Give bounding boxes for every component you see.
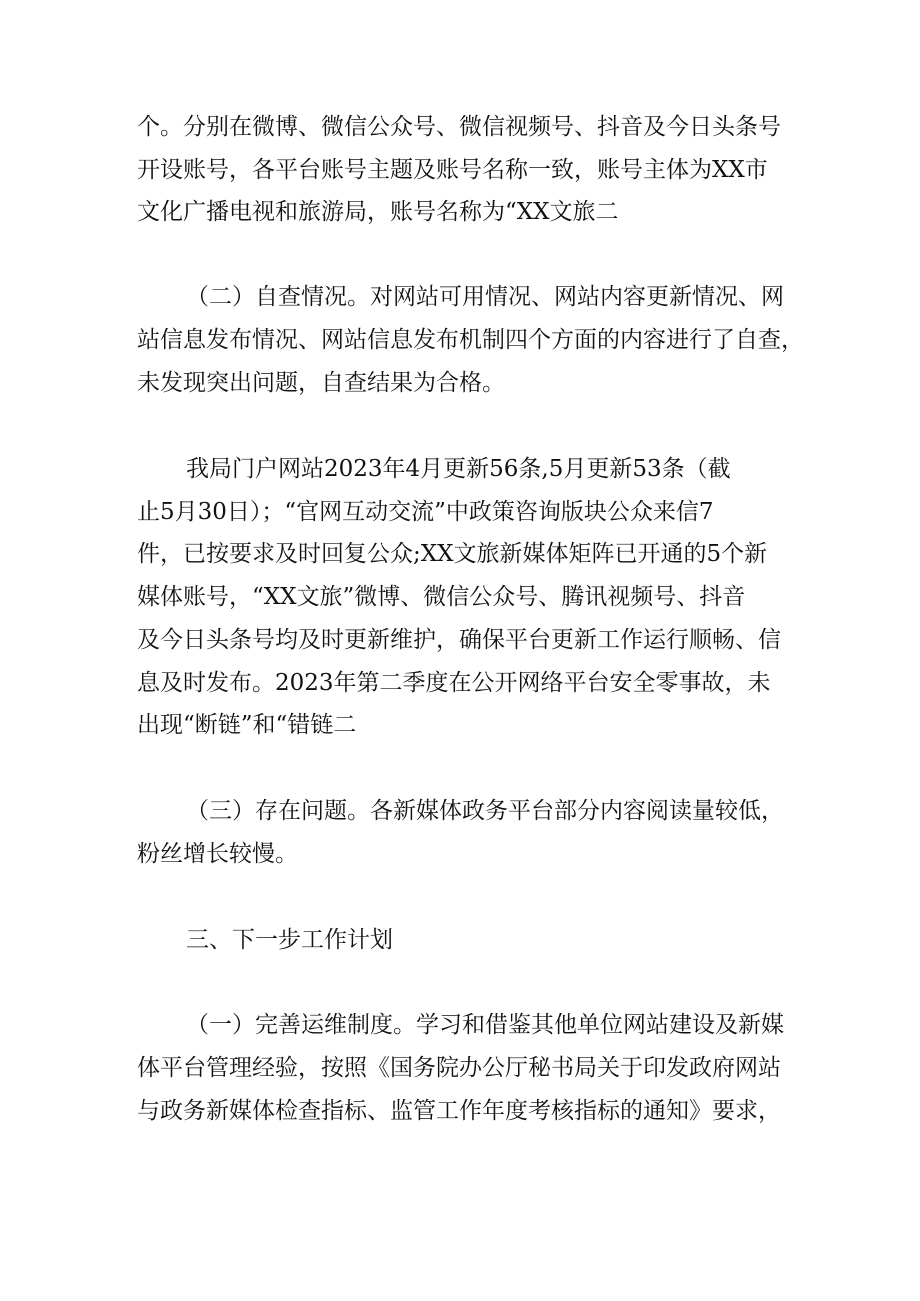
paragraph-line: 出现“断链”和“错链二 <box>137 712 357 738</box>
paragraph-line: 与政务新媒体检查指标、监管工作年度考核指标的通知》要求， <box>137 1098 781 1124</box>
paragraph-line: （二）自查情况。对网站可用情况、网站内容更新情况、网 <box>186 284 784 310</box>
paragraph-line: 个。分别在微博、微信公众号、微信视频号、抖音及今日头条号 <box>137 114 781 140</box>
paragraph-line: 件，已按要求及时回复公众;XX文旅新媒体矩阵已开通的5个新 <box>137 541 768 567</box>
paragraph-line: 媒体账号，“XX文旅”微博、微信公众号、腾讯视频号、抖音 <box>137 584 746 610</box>
paragraph-line: 未发现突出问题，自查结果为合格。 <box>137 370 505 396</box>
section-heading-line: 三、下一步工作计划 <box>186 927 393 953</box>
paragraph-line: 止5月30日）；“官网互动交流”中政策咨询版块公众来信7 <box>137 499 714 525</box>
paragraph-line: 开设账号，各平台账号主题及账号名称一致，账号主体为XX市 <box>137 157 768 183</box>
paragraph-line: 息及时发布。2023年第二季度在公开网络平台安全零事故，未 <box>137 670 771 696</box>
paragraph-line: 粉丝增长较慢。 <box>137 841 298 867</box>
paragraph-line: 我局门户网站2023年4月更新56条,5月更新53条（截 <box>186 456 731 482</box>
paragraph-line: 及今日头条号均及时更新维护，确保平台更新工作运行顺畅、信 <box>137 627 781 653</box>
paragraph-line: 文化广播电视和旅游局，账号名称为“XX文旅二 <box>137 199 619 225</box>
paragraph-line: （一）完善运维制度。学习和借鉴其他单位网站建设及新媒 <box>186 1012 784 1038</box>
paragraph-line: （三）存在问题。各新媒体政务平台部分内容阅读量较低， <box>186 798 784 824</box>
paragraph-line: 站信息发布情况、网站信息发布机制四个方面的内容进行了自查， <box>137 327 804 353</box>
paragraph-line: 体平台管理经验，按照《国务院办公厅秘书局关于印发政府网站 <box>137 1055 781 1081</box>
